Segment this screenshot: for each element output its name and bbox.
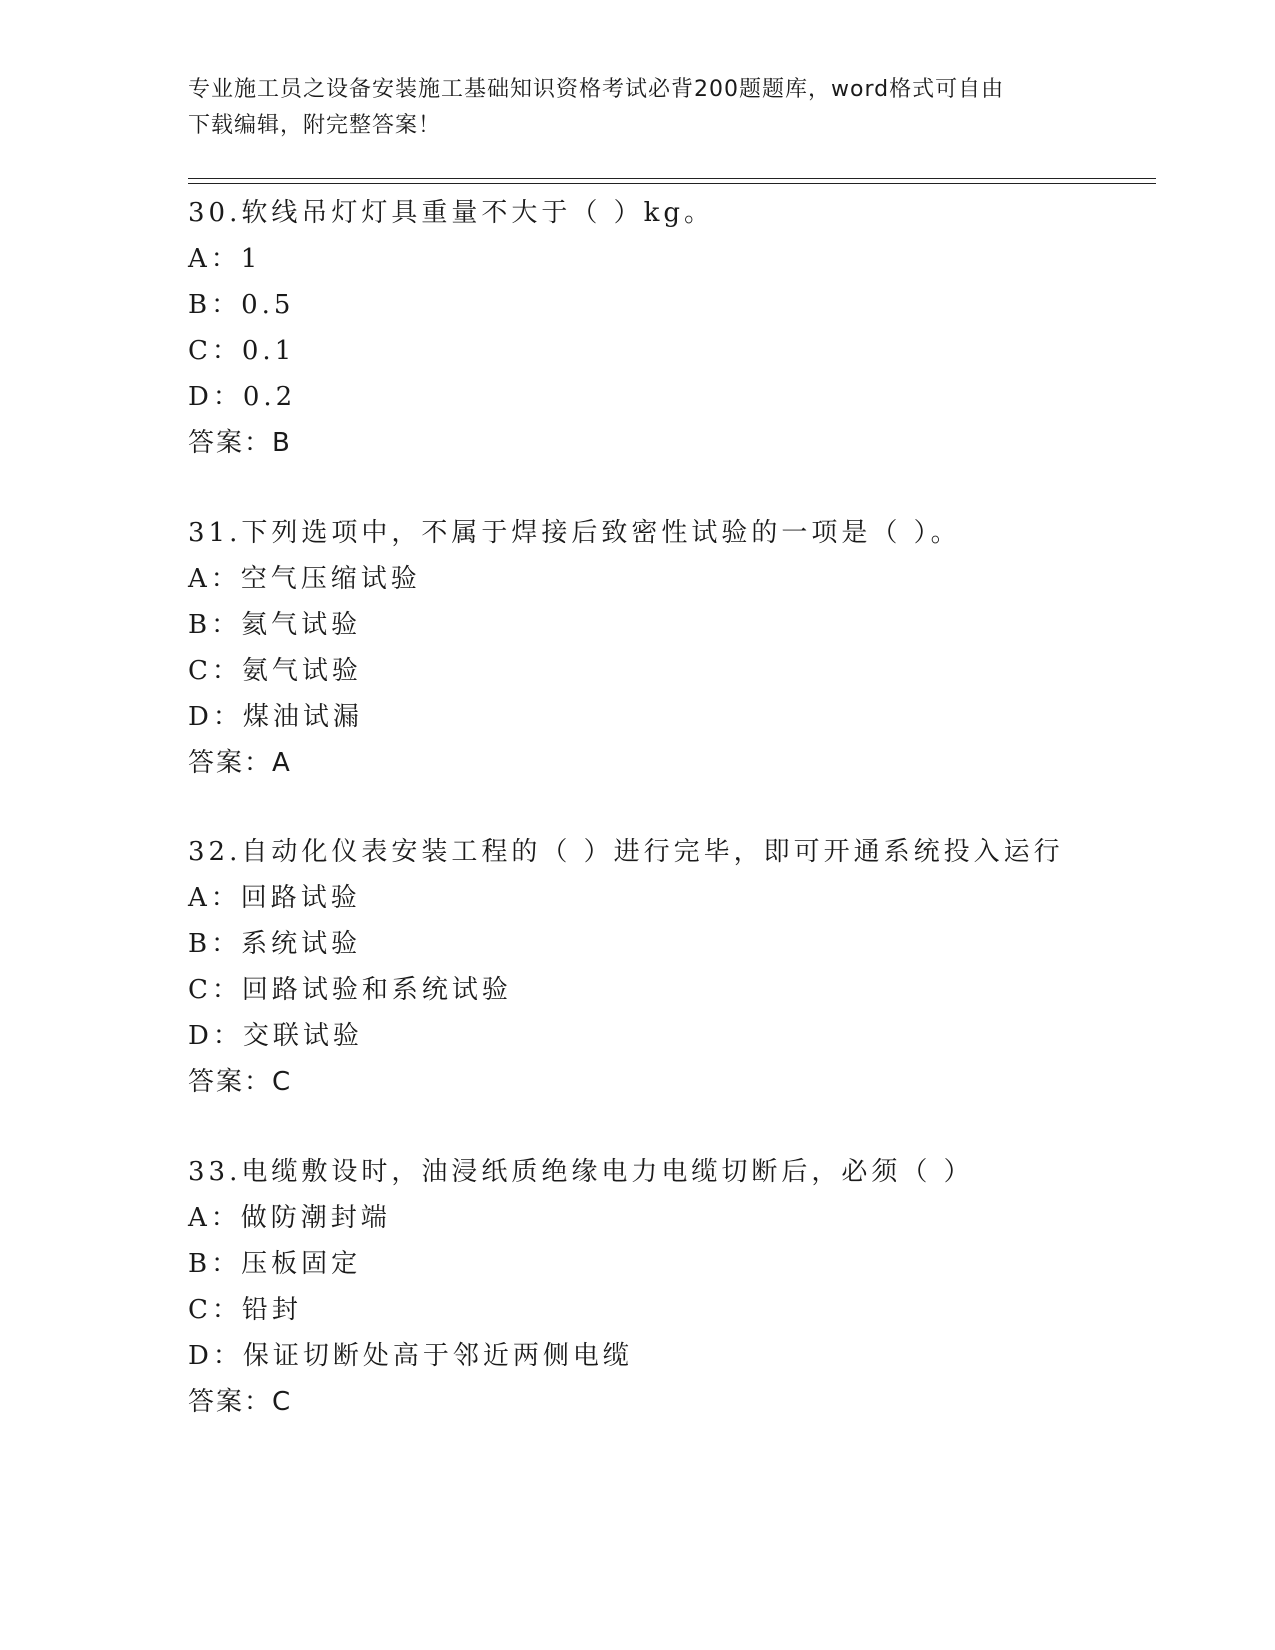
answer-line: 答案：C [188, 1067, 293, 1097]
question-stem: 32.自动化仪表安装工程的（ ）进行完毕，即可开通系统投入运行 [188, 837, 1064, 867]
question-stem: 33.电缆敷设时，油浸纸质绝缘电力电缆切断后，必须（ ） [188, 1157, 974, 1187]
question-30 [188, 190, 1148, 466]
option-b: B：氦气试验 [188, 610, 362, 640]
header-divider-bottom [188, 183, 1156, 184]
answer-line: 答案：B [188, 428, 292, 458]
option-c: C：回路试验和系统试验 [188, 975, 512, 1005]
header-divider-top [188, 178, 1156, 179]
option-a: A：回路试验 [188, 883, 361, 913]
answer-line: 答案：C [188, 1387, 293, 1417]
option-c: C：铅封 [188, 1295, 302, 1325]
header-line-1: 专业施工员之设备安装施工基础知识资格考试必背200题题库，word格式可自由 [188, 77, 1005, 102]
question-31 [188, 510, 1148, 786]
option-b: B：0.5 [188, 290, 295, 320]
answer-line: 答案：A [188, 748, 292, 778]
question-stem: 30.软线吊灯灯具重量不大于（ ）kg。 [188, 198, 715, 228]
option-c: C：0.1 [188, 336, 296, 366]
option-d: D：保证切断处高于邻近两侧电缆 [188, 1341, 633, 1371]
header-line-2: 下载编辑，附完整答案！ [188, 113, 442, 138]
option-d: D：煤油试漏 [188, 702, 363, 732]
option-a: A：空气压缩试验 [188, 564, 421, 594]
option-c: C：氨气试验 [188, 656, 362, 686]
document-header [188, 72, 1088, 144]
option-b: B：系统试验 [188, 929, 362, 959]
option-a: A：1 [188, 244, 262, 274]
option-b: B：压板固定 [188, 1249, 362, 1279]
option-d: D：交联试验 [188, 1021, 363, 1051]
option-d: D：0.2 [188, 382, 297, 412]
question-33 [188, 1149, 1148, 1425]
question-32 [188, 829, 1148, 1105]
option-a: A：做防潮封端 [188, 1203, 391, 1233]
question-stem: 31.下列选项中，不属于焊接后致密性试验的一项是（ ）。 [188, 518, 961, 548]
